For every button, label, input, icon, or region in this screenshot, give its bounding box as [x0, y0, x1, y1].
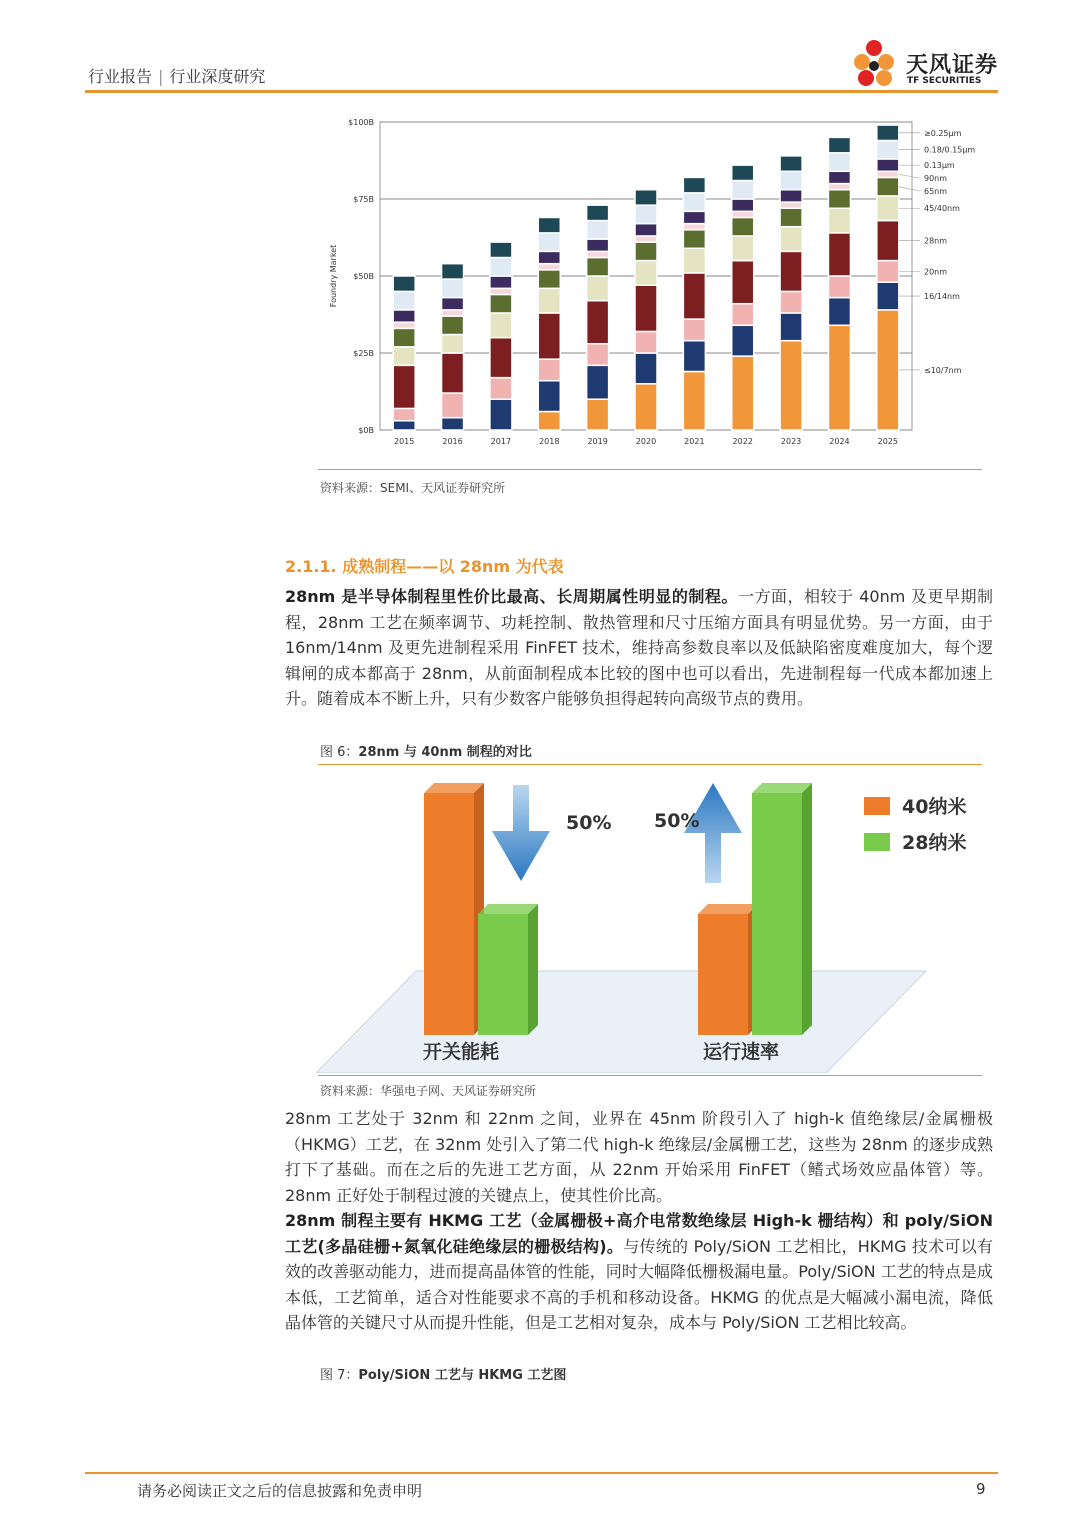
bar-segment: [780, 251, 802, 291]
bar-segment: [683, 319, 705, 341]
section-heading: 2.1.1. 成熟制程——以 28nm 为代表: [285, 557, 564, 576]
bar-segment: [635, 205, 657, 223]
bar-segment: [732, 211, 754, 217]
x-tick-label: 2023: [780, 437, 802, 446]
bar-segment: [732, 217, 754, 235]
bar-segment: [490, 258, 512, 276]
bar-segment: [393, 421, 415, 430]
paragraph-1: [285, 584, 993, 712]
legend-label: 16/14nm: [924, 292, 960, 302]
bar-segment: [828, 276, 850, 298]
bar-segment: [587, 276, 609, 301]
x-tick-label: 2018: [539, 437, 560, 446]
bar-segment: [635, 353, 657, 384]
figure6-top-rule: [318, 764, 982, 765]
bar-segment: [393, 328, 415, 346]
bar-segment: [780, 190, 802, 202]
legend-swatch: [864, 797, 890, 815]
bar-segment: [490, 399, 512, 430]
foundry-market-chart: [322, 110, 982, 455]
y-tick-label: $50B: [353, 272, 374, 281]
y-tick-label: $75B: [353, 195, 374, 204]
bar-side: [528, 904, 538, 1035]
bar: [752, 793, 802, 1035]
bar-segment: [828, 208, 850, 233]
bar-segment: [780, 156, 802, 171]
bar-segment: [780, 171, 802, 189]
bar-segment: [732, 356, 754, 430]
bar-segment: [683, 371, 705, 430]
bar: [478, 914, 528, 1035]
x-tick-label: 2025: [877, 437, 898, 446]
bar-segment: [683, 341, 705, 372]
bar-segment: [442, 393, 464, 418]
x-tick-label: 2016: [442, 437, 463, 446]
annotation-label: 50%: [566, 812, 612, 834]
bar-segment: [635, 236, 657, 242]
bar-segment: [538, 233, 560, 251]
brand-subtitle: TF SECURITIES: [907, 76, 982, 86]
bar-segment: [828, 298, 850, 326]
floor-plane: [316, 971, 926, 1073]
bar-segment: [587, 344, 609, 366]
bar-segment: [683, 193, 705, 211]
bar-segment: [442, 279, 464, 297]
bar-segment: [683, 211, 705, 223]
bar-segment: [538, 412, 560, 430]
bar-segment: [538, 288, 560, 313]
bar-segment: [828, 190, 850, 208]
category-label: 行业报告: [88, 67, 153, 86]
legend-label: 90nm: [924, 174, 948, 184]
bar-segment: [877, 310, 899, 430]
bar-segment: [877, 140, 899, 158]
bar-segment: [732, 181, 754, 199]
bar-segment: [877, 282, 899, 310]
bar-segment: [442, 310, 464, 316]
bar-segment: [538, 381, 560, 412]
bar-segment: [393, 347, 415, 365]
paragraph-3-lead: 28nm 制程主要有 HKMG 工艺（金属栅极+高介电常数绝缘层 High-k 栅结构）和 poly/SiON 工艺(多晶硅栅+氮氧化硅绝缘层的栅极结构)。: [285, 1211, 993, 1256]
bar-segment: [683, 273, 705, 319]
figure6-bottom-rule: [318, 1075, 982, 1076]
bar-segment: [732, 325, 754, 356]
flower-logo-icon: [852, 36, 908, 90]
y-tick-label: $0B: [358, 426, 374, 435]
bar-segment: [635, 224, 657, 236]
legend-label: ≥0.25μm: [924, 128, 962, 138]
legend-label: 28纳米: [902, 832, 967, 854]
bar-top: [478, 904, 538, 914]
bar-segment: [393, 291, 415, 309]
bar-segment: [828, 153, 850, 171]
legend-label: ≤10/7nm: [924, 365, 962, 375]
legend-label: 0.13μm: [924, 161, 955, 171]
paragraph-3: [285, 1208, 993, 1336]
bar-segment: [828, 137, 850, 152]
bar-segment: [683, 224, 705, 230]
figure6-label: 图 6：: [320, 745, 359, 760]
category-label: 开关能耗: [422, 1041, 500, 1063]
figure6-title: 28nm 与 40nm 制程的对比: [358, 745, 532, 760]
legend-label: 40纳米: [902, 796, 967, 818]
y-tick-label: $100B: [348, 118, 374, 127]
bar-segment: [780, 291, 802, 313]
x-tick-label: 2015: [394, 437, 415, 446]
up-arrow-icon: [684, 783, 742, 883]
bar-segment: [732, 236, 754, 261]
bar-segment: [538, 359, 560, 381]
figure6-caption: [320, 741, 532, 760]
paragraph-1-body: 一方面，相较于 40nm 及更早期制程，28nm 工艺在频率调节、功耗控制、散热管理和尺寸压缩方面具有明显优势。另一方面，由于 16nm/14nm 及更先进制程采用 FinFET 技术，维持高参数良率以及低缺陷密度难度加大，每个逻辑闸的成本都高于 28nm，从前面制程成本比较的图中也可以看出，先进制程每一代成本都加速上升。随着成本不断上升，只有少数客户能够负担得起转向高级节点的费用。: [285, 587, 993, 708]
bar-segment: [877, 125, 899, 140]
figure6-source: 资料来源：华强电子网、天风证券研究所: [320, 1084, 537, 1098]
bar-segment: [635, 331, 657, 353]
bar-segment: [732, 165, 754, 180]
header-divider: [85, 90, 998, 93]
bar-top: [424, 783, 484, 793]
bar-segment: [780, 208, 802, 226]
brand-name: 天风证券: [906, 53, 999, 78]
bar-segment: [635, 261, 657, 286]
bar-segment: [538, 313, 560, 359]
bar-segment: [587, 251, 609, 257]
bar-segment: [393, 276, 415, 291]
bar-segment: [780, 341, 802, 430]
bar-segment: [587, 258, 609, 276]
x-tick-label: 2017: [490, 437, 512, 446]
bar: [424, 793, 474, 1035]
bar-segment: [877, 261, 899, 283]
x-tick-label: 2024: [829, 437, 850, 446]
bar-segment: [538, 217, 560, 232]
figure7-caption: [320, 1364, 566, 1383]
bar-segment: [393, 310, 415, 322]
bar-segment: [538, 264, 560, 270]
figure5-source: 资料来源：SEMI、天风证券研究所: [320, 481, 506, 495]
figure7-label: 图 7：: [320, 1368, 359, 1383]
bar-segment: [490, 276, 512, 288]
bar-segment: [442, 353, 464, 393]
bar-top: [698, 904, 758, 914]
bar-segment: [587, 239, 609, 251]
bar-segment: [442, 316, 464, 334]
bar-segment: [442, 335, 464, 353]
bar-segment: [393, 322, 415, 328]
figure7-title: Poly/SiON 工艺与 HKMG 工艺图: [358, 1368, 567, 1383]
bar-segment: [442, 418, 464, 430]
x-tick-label: 2022: [732, 437, 753, 446]
bar-segment: [587, 221, 609, 239]
bar-segment: [538, 251, 560, 263]
bar-segment: [877, 196, 899, 221]
bar-segment: [490, 313, 512, 338]
legend-label: 28nm: [924, 236, 948, 246]
category-label: 运行速率: [702, 1041, 780, 1063]
paragraph-2: 28nm 工艺处于 32nm 和 22nm 之间，业界在 45nm 阶段引入了 high-k 值绝缘层/金属栅极（HKMG）工艺，在 32nm 处引入了第二代 high-k 绝缘层/金属栅工艺，这些为 28nm 的逐步成熟打下了基础。而在之后的先进工艺方面，从 22nm 开始采用 FinFET（鳍式场效应晶体管）等。28nm 正好处于制程过渡的关键点上，使其性价比高。: [285, 1109, 993, 1205]
bar-top: [752, 783, 812, 793]
legend-label: 45/40nm: [924, 204, 960, 214]
bar-side: [802, 783, 812, 1035]
bar-segment: [732, 304, 754, 326]
bar-segment: [587, 205, 609, 220]
node-comparison-chart: [316, 773, 982, 1073]
legend-label: 20nm: [924, 267, 948, 277]
bar-segment: [393, 365, 415, 408]
paragraph-3-body: 与传统的 Poly/SiON 工艺相比，HKMG 技术可以有效的改善驱动能力，进而提高晶体管的性能，同时大幅降低栅极漏电量。Poly/SiON 工艺的特点是成本低，工艺简单，适合对性能要求不高的手机和移动设备。HKMG 的优点是大幅减小漏电流，降低晶体管的关键尺寸从而提升性能，但是工艺相对复杂，成本与 Poly/SiON 工艺相比较高。: [285, 1236, 993, 1332]
report-category: [88, 64, 265, 87]
bar-segment: [780, 202, 802, 208]
bar-segment: [828, 171, 850, 183]
bar-segment: [490, 338, 512, 378]
legend-label: 0.18/0.15μm: [924, 145, 976, 155]
bar-segment: [828, 233, 850, 276]
bar-segment: [587, 399, 609, 430]
y-tick-label: $25B: [353, 349, 374, 358]
bar-segment: [683, 177, 705, 192]
bar-segment: [635, 384, 657, 430]
page-number: 9: [976, 1480, 986, 1498]
bar-segment: [635, 190, 657, 205]
bar-segment: [828, 325, 850, 430]
bar-segment: [780, 313, 802, 341]
x-tick-label: 2021: [684, 437, 705, 446]
bar-segment: [635, 242, 657, 260]
x-tick-label: 2019: [587, 437, 608, 446]
figure5-rule: [318, 469, 982, 470]
bar-segment: [877, 159, 899, 171]
footer-divider: [85, 1472, 998, 1474]
bar-segment: [683, 230, 705, 248]
header-separator: |: [158, 67, 164, 86]
bar-segment: [877, 221, 899, 261]
subcategory-label: 行业深度研究: [169, 67, 266, 86]
y-axis-label: Foundry Market: [329, 244, 338, 308]
legend-swatch: [864, 833, 890, 851]
brand-logo: [852, 36, 1000, 90]
bar-segment: [828, 184, 850, 190]
bar-segment: [587, 301, 609, 344]
bar-segment: [732, 261, 754, 304]
x-tick-label: 2020: [635, 437, 657, 446]
bar-segment: [490, 378, 512, 400]
bar-segment: [780, 227, 802, 252]
legend-label: 65nm: [924, 187, 948, 197]
bar-segment: [490, 288, 512, 294]
down-arrow-icon: [492, 785, 550, 881]
bar-segment: [683, 248, 705, 273]
bar-segment: [538, 270, 560, 288]
paragraph-1-lead: 28nm 是半导体制程里性价比最高、长周期属性明显的制程。: [285, 587, 738, 606]
bar-segment: [587, 365, 609, 399]
bar-segment: [393, 408, 415, 420]
bar: [698, 914, 748, 1035]
bar-segment: [442, 298, 464, 310]
bar-segment: [732, 199, 754, 211]
bar-segment: [877, 177, 899, 195]
annotation-label: 50%: [654, 810, 700, 832]
footer-disclaimer: 请务必阅读正文之后的信息披露和免责申明: [137, 1482, 423, 1500]
bar-segment: [635, 285, 657, 331]
bar-segment: [877, 171, 899, 177]
bar-segment: [442, 264, 464, 279]
bar-segment: [490, 242, 512, 257]
bar-segment: [490, 294, 512, 312]
